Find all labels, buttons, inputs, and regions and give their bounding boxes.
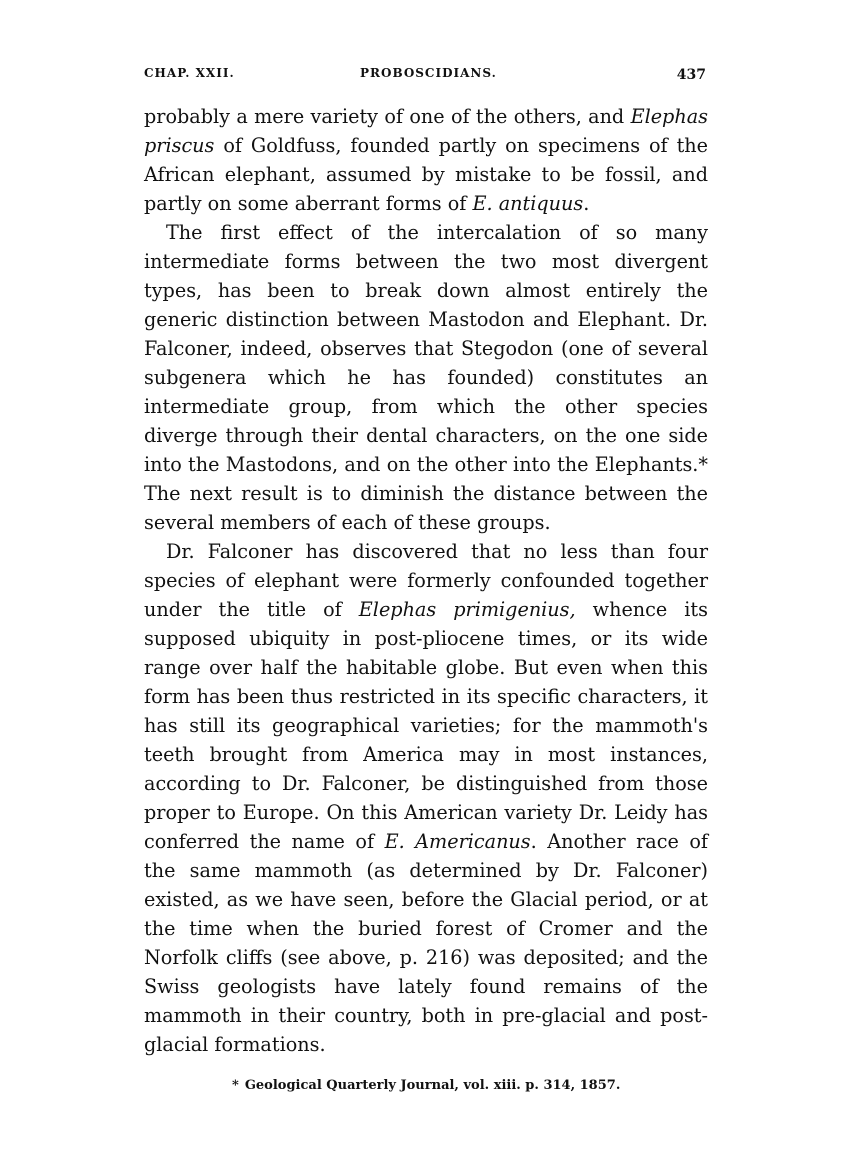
footnote-text: Geological Quarterly Journal, vol. xiii. p. 314, 1857. [244,1078,621,1093]
text-run: The first effect of the intercalation of so many intermediate forms between the two most divergent types, has been to break down almost entirely the generic distinction between Mastodon and Elephant. Dr. Falconer, indeed, observes that Stegodon (one of several subgenera which he has founded) constitutes an intermediate group, from which the other species diverge through their dental characters, on the one side into the Mastodons, and on the other into the Elephants.* The next result is to diminish the distance between the several members of each of these groups. [144,221,708,534]
footnote-marker: * [232,1078,239,1093]
italic-term: Elephas priscus [144,105,708,157]
chapter-label: CHAP. XXII. [144,66,235,80]
text-run: probably a mere variety of one of the others, and [144,105,631,128]
page-number: 437 [676,67,706,83]
running-header [144,60,708,90]
footnote [144,1077,708,1095]
text-run: . [583,192,590,215]
body-text [144,102,708,1059]
running-title: PROBOSCIDIANS. [360,66,497,80]
italic-term: E. antiquus [472,192,584,215]
paragraph [144,102,708,218]
book-page [144,60,708,1095]
paragraph [144,537,708,1059]
text-run: of Goldfuss, founded partly on specimens of the African elephant, assumed by mistake to be fossil, and partly on some aberrant forms of [144,134,708,215]
italic-term: E. Americanus [384,830,531,853]
text-run: . Another race of the same mammoth (as determined by Dr. Falconer) existed, as we have seen, before the Glacial period, or at the time when the buried forest of Cromer and the Norfolk cliffs (see above, p. 216) was deposited; and the Swiss geologists have lately found remains of the mammoth in their country, both in pre-glacial and post-glacial formations. [144,830,708,1056]
paragraph [144,218,708,537]
italic-term: Elephas primigenius, [358,598,576,621]
text-run: whence its supposed ubiquity in post-pliocene times, or its wide range over half the habitable globe. But even when this form has been thus restricted in its specific characters, it has still its geographical varieties; for the mammoth's teeth brought from America may in most instances, according to Dr. Falconer, be distinguished from those proper to Europe. On this American variety Dr. Leidy has conferred the name of [144,598,708,853]
text-run: Dr. Falconer has discovered that no less than four species of elephant were formerly confounded together under the title of [144,540,708,621]
